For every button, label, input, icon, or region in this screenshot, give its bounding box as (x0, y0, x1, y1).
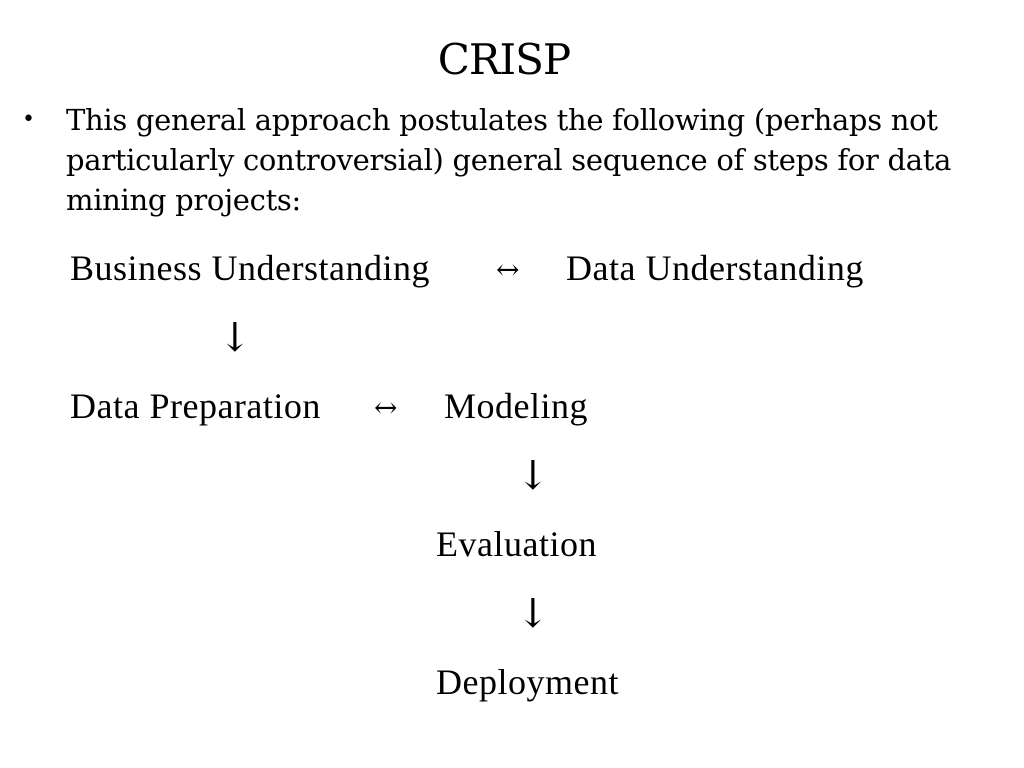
step-deployment: Deployment (436, 662, 619, 702)
step-data-understanding: Data Understanding (566, 248, 864, 288)
bullet-item (22, 100, 992, 220)
bullet-mark: • (22, 107, 35, 132)
step-evaluation: Evaluation (436, 524, 597, 564)
step-business-understanding: Business Understanding (70, 248, 430, 288)
down-arrow-icon: ↓ (516, 591, 550, 637)
slide-title: CRISP (437, 35, 571, 84)
bidirectional-arrow-icon: ↔ (374, 391, 398, 424)
bullet-text: This general approach postulates the following (perhaps not particularly controversial) general sequence of steps for data mining projects: (66, 103, 952, 217)
step-data-preparation: Data Preparation (70, 386, 321, 426)
down-arrow-icon: ↓ (516, 453, 550, 499)
step-modeling: Modeling (444, 386, 588, 426)
bidirectional-arrow-icon: ↔ (496, 253, 520, 286)
down-arrow-icon: ↓ (218, 315, 252, 361)
